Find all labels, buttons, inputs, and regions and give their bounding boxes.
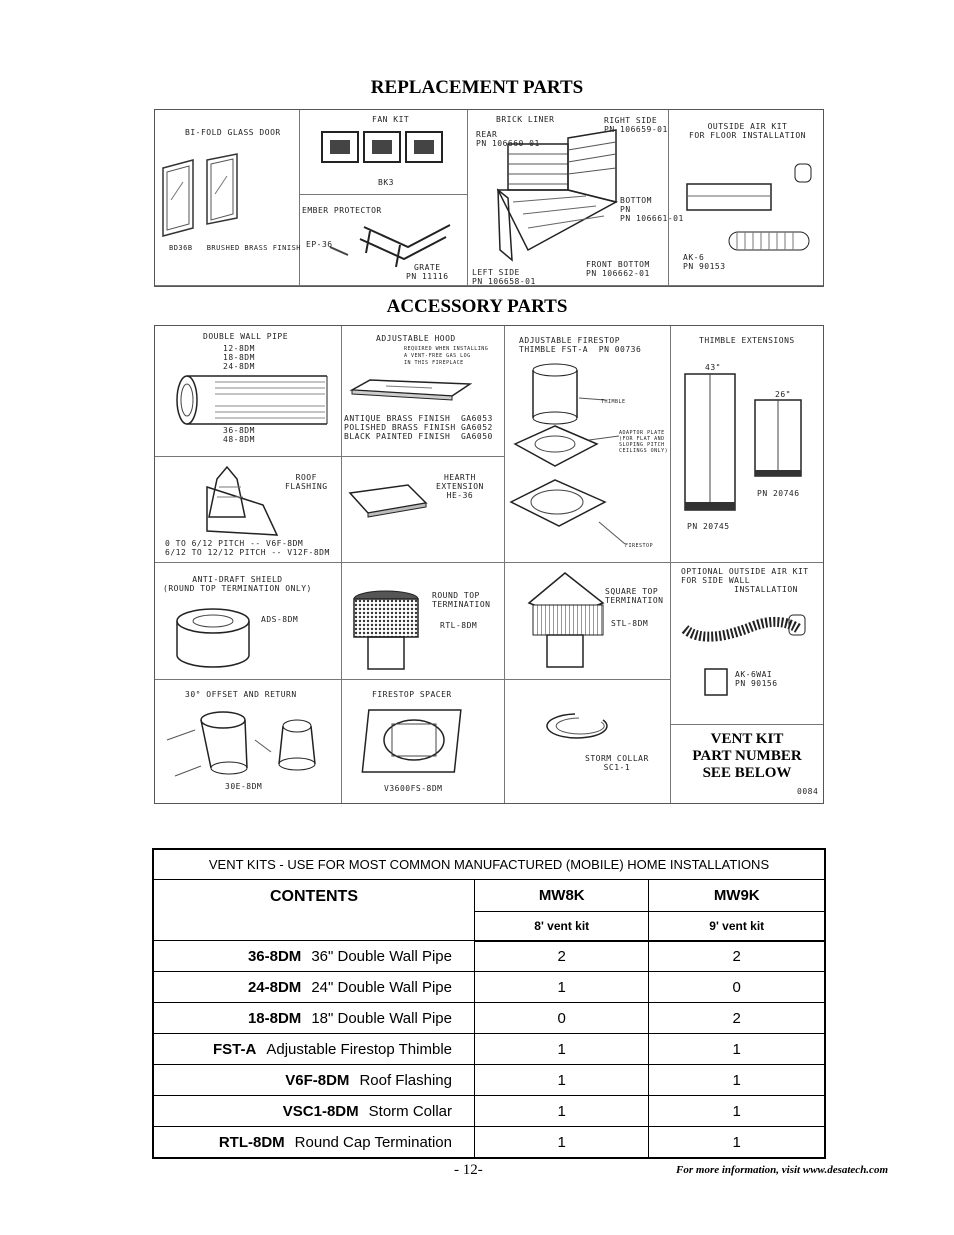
mw9k-subheader: 9' vent kit xyxy=(649,912,825,941)
ember-label: EMBER PROTECTOR xyxy=(302,206,382,215)
part-code: 24-8DM xyxy=(247,978,302,996)
offset-return-cell xyxy=(155,680,342,803)
optional-air-kit-cell xyxy=(671,563,823,725)
optional-air-drawing xyxy=(671,563,823,725)
hearth-extension-cell xyxy=(342,457,505,563)
accessory-parts-panel xyxy=(154,325,824,804)
table-row xyxy=(153,941,825,972)
double-wall-sizes-bottom: 36-8DM 48-8DM xyxy=(223,426,255,444)
mw9k-qty: 1 xyxy=(649,1034,825,1065)
anti-draft-shield-cell xyxy=(155,563,342,680)
square-top-termination-cell xyxy=(505,563,671,680)
table-row xyxy=(153,972,825,1003)
anti-draft-part: ADS-8DM xyxy=(261,615,299,624)
part-code: FST-A xyxy=(213,1040,257,1058)
brick-liner-cell xyxy=(468,110,684,286)
front-bottom-label: FRONT BOTTOM PN 106662-01 xyxy=(586,260,650,278)
mw8k-qty: 0 xyxy=(475,1003,649,1034)
accessory-parts-title: ACCESSORY PARTS xyxy=(386,296,568,317)
contents-cell xyxy=(153,1127,475,1159)
mw8k-qty: 1 xyxy=(475,972,649,1003)
optional-air-label: OPTIONAL OUTSIDE AIR KIT FOR SIDE WALL INSTALLATION xyxy=(681,567,809,594)
thimble-tag: THIMBLE xyxy=(601,399,626,405)
square-top-label: SQUARE TOP TERMINATION xyxy=(605,587,664,605)
double-wall-label: DOUBLE WALL PIPE xyxy=(203,332,289,341)
double-wall-pipe-cell xyxy=(155,326,342,457)
table-row xyxy=(153,1034,825,1065)
contents-cell xyxy=(153,1003,475,1034)
ember-protector-cell xyxy=(300,195,468,286)
mw9k-qty: 1 xyxy=(649,1096,825,1127)
part-description: 24" Double Wall Pipe xyxy=(311,978,452,996)
mw9k-qty: 0 xyxy=(649,972,825,1003)
outside-air-label: OUTSIDE AIR KIT FOR FLOOR INSTALLATION xyxy=(689,122,806,140)
hood-note: REQUIRED WHEN INSTALLING A VENT-FREE GAS LOG IN THIS FIREPLACE xyxy=(404,346,489,366)
thimble-extensions-cell xyxy=(671,326,823,563)
double-wall-sizes-top: 12-8DM 18-8DM 24-8DM xyxy=(223,344,255,371)
adaptor-tag: ADAPTOR PLATE (FOR FLAT AND SLOPING PITCH CEILINGS ONLY) xyxy=(619,430,669,454)
round-top-part: RTL-8DM xyxy=(440,621,478,630)
footer-info: For more information, visit www.desatech.com xyxy=(676,1164,888,1176)
mw9k-qty: 2 xyxy=(649,941,825,972)
page-number: - 12- xyxy=(454,1162,483,1178)
replacement-parts-title: REPLACEMENT PARTS xyxy=(370,77,584,98)
drawing-code: 0084 xyxy=(797,787,819,796)
fan-kit-cell xyxy=(300,110,468,195)
adjustable-hood-cell xyxy=(342,326,505,457)
mw8k-qty: 1 xyxy=(475,1065,649,1096)
bottom-label: BOTTOM PN PN 106661-01 xyxy=(620,196,684,223)
contents-cell xyxy=(153,972,475,1003)
firestop-label: ADJUSTABLE FIRESTOP THIMBLE FST-A PN 00736 xyxy=(519,336,642,354)
bifold-label: BI-FOLD GLASS DOOR xyxy=(185,128,281,137)
contents-header: CONTENTS xyxy=(153,880,475,941)
thimble-ext-pn2: PN 20746 xyxy=(757,489,800,498)
roof-flashing-cell xyxy=(155,457,342,563)
bifold-door-cell xyxy=(155,110,300,286)
round-top-label: ROUND TOP TERMINATION xyxy=(432,591,491,609)
firestop-tag: FIRESTOP xyxy=(625,543,654,549)
mw9k-qty: 2 xyxy=(649,1003,825,1034)
vent-kits-rows xyxy=(153,941,825,1159)
offset-label: 30° OFFSET AND RETURN xyxy=(185,690,297,699)
left-side-label: LEFT SIDE PN 106658-01 xyxy=(472,268,536,286)
table-row xyxy=(153,1065,825,1096)
outside-air-part: AK-6 PN 90153 xyxy=(683,253,726,271)
storm-collar-drawing xyxy=(505,680,671,803)
contents-cell xyxy=(153,941,475,972)
hearth-drawing xyxy=(342,457,505,563)
square-top-part: STL-8DM xyxy=(611,619,649,628)
mw9k-qty: 1 xyxy=(649,1127,825,1159)
table-row xyxy=(153,1127,825,1159)
mw9k-qty: 1 xyxy=(649,1065,825,1096)
right-side-label: RIGHT SIDE PN 106659-01 xyxy=(604,116,668,134)
mw8k-qty: 2 xyxy=(475,941,649,972)
mw8k-subheader: 8' vent kit xyxy=(475,912,649,941)
fan-kit-label: FAN KIT xyxy=(372,115,410,124)
thimble-ext-pn1: PN 20745 xyxy=(687,522,730,531)
replacement-parts-panel xyxy=(154,109,824,287)
part-code: 36-8DM xyxy=(247,947,302,965)
ember-part: EP-36 xyxy=(306,240,333,249)
hood-finishes: ANTIQUE BRASS FINISH GA6053 POLISHED BRASS FINISH GA6052 BLACK PAINTED FINISH GA6050 xyxy=(344,414,493,441)
round-top-drawing xyxy=(342,563,505,680)
mw8k-header: MW8K xyxy=(475,880,649,912)
fan-kit-part: BK3 xyxy=(378,178,394,187)
part-description: Round Cap Termination xyxy=(294,1133,452,1151)
rear-label: REAR PN 106660-01 xyxy=(476,130,540,148)
table-row xyxy=(153,1096,825,1127)
offset-part: 30E-8DM xyxy=(225,782,263,791)
part-description: 18" Double Wall Pipe xyxy=(311,1009,452,1027)
mw9k-header: MW9K xyxy=(649,880,825,912)
vent-kits-table xyxy=(152,848,826,1159)
hearth-label: HEARTH EXTENSION HE-36 xyxy=(436,473,484,500)
part-description: Adjustable Firestop Thimble xyxy=(266,1040,452,1058)
vent-kits-table-title: VENT KITS - USE FOR MOST COMMON MANUFACTURED (MOBILE) HOME INSTALLATIONS xyxy=(153,849,825,880)
part-description: 36" Double Wall Pipe xyxy=(311,947,452,965)
hood-label: ADJUSTABLE HOOD xyxy=(376,334,456,343)
table-row xyxy=(153,1003,825,1034)
roof-flashing-label: ROOF FLASHING xyxy=(285,473,328,491)
storm-collar-label: STORM COLLAR SC1-1 xyxy=(585,754,649,772)
spacer-label: FIRESTOP SPACER xyxy=(372,690,452,699)
grate-label: GRATE PN 11116 xyxy=(406,263,449,281)
anti-draft-label: ANTI-DRAFT SHIELD (ROUND TOP TERMINATION ONLY) xyxy=(163,575,312,593)
roof-pitch: 0 TO 6/12 PITCH -- V6F-8DM 6/12 TO 12/12 PITCH -- V12F-8DM xyxy=(165,539,330,557)
contents-cell xyxy=(153,1096,475,1127)
part-description: Storm Collar xyxy=(368,1102,452,1120)
part-code: 18-8DM xyxy=(247,1009,302,1027)
thimble-ext-h2: 26" xyxy=(775,390,791,399)
part-description: Roof Flashing xyxy=(359,1071,452,1089)
spacer-part: V3600FS-8DM xyxy=(384,784,443,793)
round-top-termination-cell xyxy=(342,563,505,680)
vent-kit-note-cell xyxy=(671,725,823,803)
brick-liner-label: BRICK LINER xyxy=(496,115,555,124)
optional-air-part: AK-6WAI PN 90156 xyxy=(735,670,778,688)
part-code: RTL-8DM xyxy=(218,1133,285,1151)
mw8k-qty: 1 xyxy=(475,1034,649,1065)
part-code: VSC1-8DM xyxy=(282,1102,359,1120)
storm-collar-cell xyxy=(505,680,671,803)
mw8k-qty: 1 xyxy=(475,1096,649,1127)
contents-cell xyxy=(153,1065,475,1096)
firestop-thimble-cell xyxy=(505,326,671,563)
bifold-part: BD36B BRUSHED BRASS FINISH xyxy=(169,244,302,252)
part-code: V6F-8DM xyxy=(285,1071,350,1089)
thimble-ext-label: THIMBLE EXTENSIONS xyxy=(699,336,795,345)
mw8k-qty: 1 xyxy=(475,1127,649,1159)
thimble-ext-h1: 43" xyxy=(705,363,721,372)
vent-kit-note: VENT KIT PART NUMBER SEE BELOW xyxy=(692,731,802,781)
anti-draft-drawing xyxy=(155,563,342,680)
bifold-door-drawing xyxy=(155,110,300,286)
outside-air-kit-cell xyxy=(669,110,823,286)
firestop-spacer-cell xyxy=(342,680,505,803)
contents-cell xyxy=(153,1034,475,1065)
